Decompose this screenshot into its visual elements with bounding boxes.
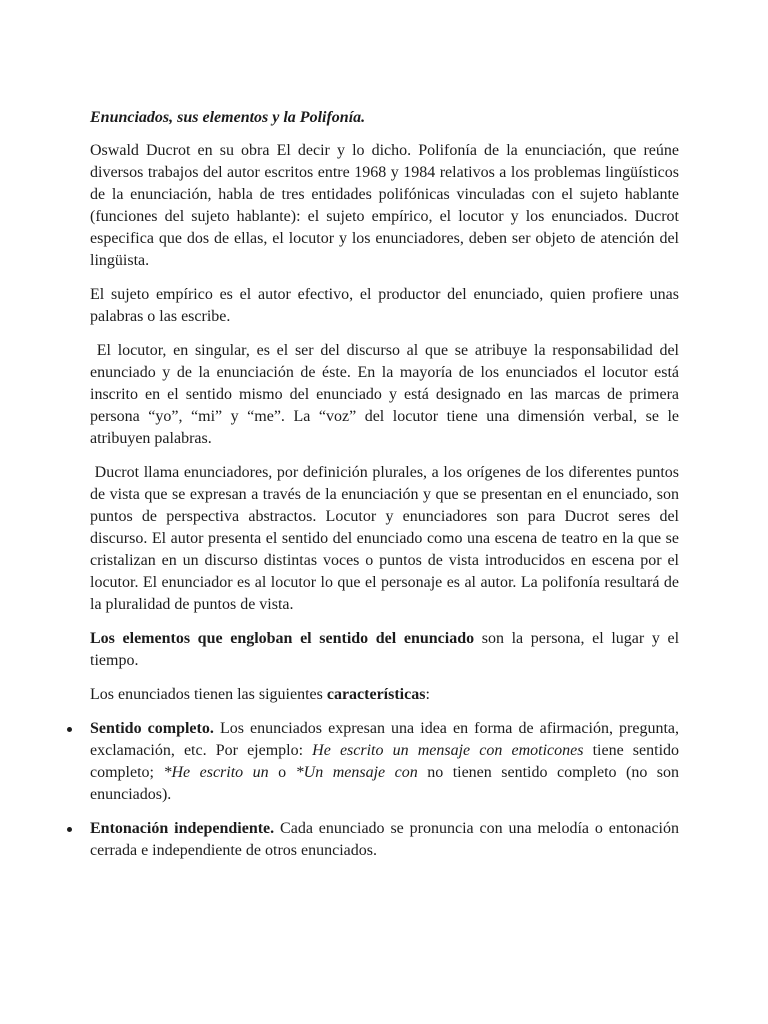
text-span: o bbox=[268, 764, 296, 781]
paragraph-locutor: El locutor, en singular, es el ser del discurso al que se atribuye la responsabilidad del enunciado y de la enunciación de éste. En la mayoría de los enunciados el locutor está inscrito en el sentido mismo del enunciado y está designado en las marcas de primera persona “yo”, “mi” y “me”. La “voz” del locutor tiene una dimensión verbal, se le atribuyen palabras. bbox=[90, 342, 680, 447]
document-page bbox=[90, 107, 679, 874]
text-span: Los enunciados tienen las siguientes bbox=[90, 686, 327, 703]
paragraph-sujeto-empirico: El sujeto empírico es el autor efectivo, el productor del enunciado, quien profiere unas palabras o las escribe. bbox=[90, 286, 679, 325]
paragraph-elementos bbox=[90, 628, 679, 672]
text-span: no tienen sentido completo (no son enunciados). bbox=[90, 764, 680, 803]
text-span: Los enunciados expresan una idea en forma de afirmación, pregunta, exclamación, etc. Por ejemplo: bbox=[90, 720, 680, 759]
text-span: : bbox=[425, 686, 430, 703]
document-title: Enunciados, sus elementos y la Polifonía. bbox=[90, 109, 366, 126]
text-span: tiene sentido completo; bbox=[90, 742, 680, 781]
paragraph-caracteristicas bbox=[90, 684, 679, 706]
paragraph-enunciadores: Ducrot llama enunciadores, por definición plurales, a los orígenes de los diferentes puntos de vista que se expresan a través de la enunciación y que se presentan en el enunciado, son puntos de perspectiva abstractos. Locutor y enunciadores son para Ducrot seres del discurso. El autor presenta el sentido del enunciado como una escena de teatro en la que se cristalizan en un discurso distintas voces o puntos de vista introducidos en escena por el locutor. El enunciador es al locutor lo que el personaje es al autor. La polifonía resultará de la pluralidad de puntos de vista. bbox=[90, 464, 680, 613]
paragraph-ducrot-intro: Oswald Ducrot en su obra El decir y lo dicho. Polifonía de la enunciación, que reúne diversos trabajos del autor escritos entre 1968 y 1984 relativos a los problemas lingüísticos de la enunciación, habla de tres entidades polifónicas vinculadas con el sujeto hablante (funciones del sujeto hablante): el sujeto empírico, el locutor y los enunciados. Ducrot especifica que dos de ellas, el locutor y los enunciadores, deben ser objeto de atención del lingüista. bbox=[90, 142, 679, 269]
list-item-term: Sentido completo. bbox=[90, 720, 214, 737]
bullet-icon bbox=[67, 827, 72, 832]
list-item-term: Entonación independiente. bbox=[90, 820, 275, 837]
bold-word: características bbox=[326, 686, 426, 703]
characteristics-list bbox=[90, 718, 679, 862]
example-text: He escrito un mensaje con emoticones bbox=[312, 742, 584, 759]
example-text: *He escrito un bbox=[163, 764, 269, 781]
list-item bbox=[90, 718, 679, 806]
bold-phrase: Los elementos que engloban el sentido del enunciado bbox=[90, 630, 475, 647]
bullet-icon bbox=[67, 727, 72, 732]
text-span: son la persona, el lugar y el tiempo. bbox=[90, 630, 680, 669]
example-text: *Un mensaje con bbox=[295, 764, 418, 781]
text-span: Cada enunciado se pronuncia con una melodía o entonación cerrada e independiente de otros enunciados. bbox=[90, 820, 679, 859]
list-item bbox=[90, 818, 679, 862]
